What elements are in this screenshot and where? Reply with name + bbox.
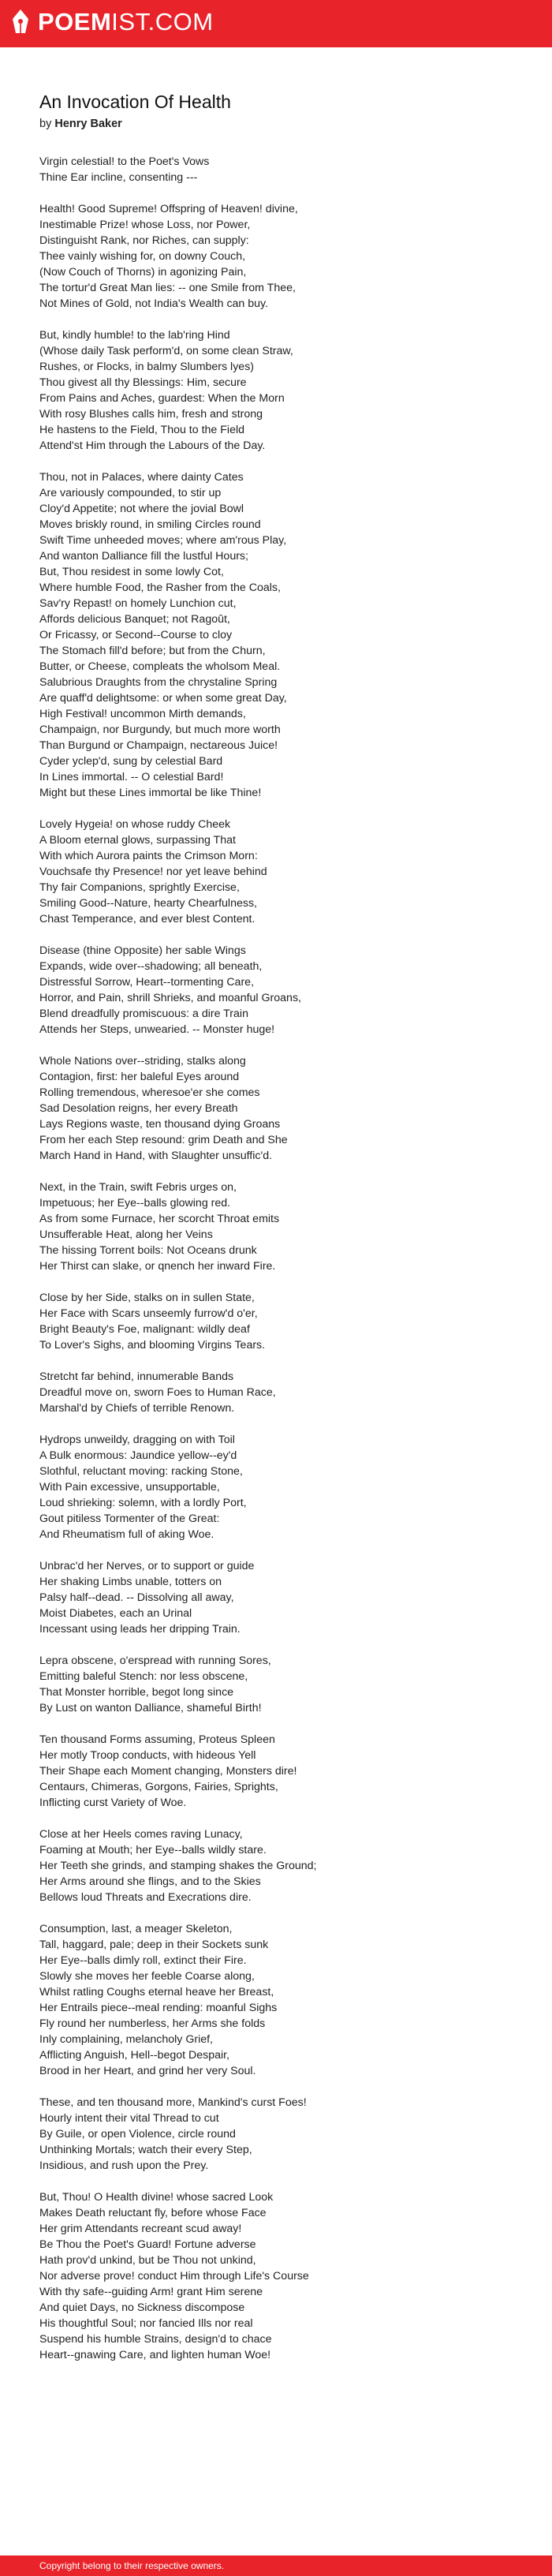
stanza bbox=[39, 201, 528, 312]
poem-line: Chast Temperance, and ever blest Content. bbox=[39, 913, 255, 925]
poem-line: Suspend his humble Strains, design'd to chace bbox=[39, 2333, 272, 2346]
poem-line: Centaurs, Chimeras, Gorgons, Fairies, Sprights, bbox=[39, 1781, 278, 1793]
poem-line: Or Fricassy, or Second--Course to cloy bbox=[39, 629, 233, 641]
stanza bbox=[39, 154, 528, 185]
poem-line: A Bloom eternal glows, surpassing That bbox=[39, 834, 236, 847]
poem-line: Might but these Lines immortal be like Thine! bbox=[39, 787, 262, 799]
poem-line: Whilst ratling Coughs eternal heave her Breast, bbox=[39, 1986, 274, 1998]
poem-line: He hastens to the Field, Thou to the Field bbox=[39, 424, 244, 436]
stanza bbox=[39, 1180, 528, 1274]
poem-line: Be Thou the Poet's Guard! Fortune adverse bbox=[39, 2238, 256, 2251]
poem-line: And quiet Days, no Sickness discompose bbox=[39, 2301, 245, 2314]
poem-line: Slowly she moves her feeble Coarse along, bbox=[39, 1970, 255, 1983]
poem-line: Rolling tremendous, wheresoe'er she comes bbox=[39, 1086, 260, 1099]
poem-line: Moist Diabetes, each an Urinal bbox=[39, 1607, 192, 1620]
poem-line: Her Face with Scars unseemly furrow'd o'er, bbox=[39, 1307, 258, 1320]
poem-body bbox=[39, 154, 528, 2363]
poem-line: Dreadful move on, sworn Foes to Human Race, bbox=[39, 1386, 276, 1399]
poem-line: And wanton Dalliance fill the lustful Hours; bbox=[39, 550, 248, 563]
stanza bbox=[39, 817, 528, 927]
poem-line: Emitting baleful Stench: nor less obscene, bbox=[39, 1670, 248, 1683]
stanza bbox=[39, 2189, 528, 2363]
poem-line: Inestimable Prize! whose Loss, nor Power, bbox=[39, 219, 251, 231]
poem-line: But, Thou! O Health divine! whose sacred Look bbox=[39, 2191, 274, 2204]
stanza bbox=[39, 1053, 528, 1164]
poem-line: Her Eye--balls dimly roll, extinct their Fire. bbox=[39, 1954, 247, 1967]
poem-line: Champaign, nor Burgundy, but much more worth bbox=[39, 723, 281, 736]
poem-line: Hourly intent their vital Thread to cut bbox=[39, 2112, 219, 2125]
poem-line: Their Shape each Moment changing, Monsters dire! bbox=[39, 1765, 297, 1778]
poem-container bbox=[39, 90, 528, 2379]
poem-line: And Rheumatism full of aking Woe. bbox=[39, 1528, 214, 1541]
poem-line: The hissing Torrent boils: Not Oceans drunk bbox=[39, 1244, 257, 1257]
poem-line: Ten thousand Forms assuming, Proteus Spleen bbox=[39, 1733, 275, 1746]
logo-text bbox=[38, 8, 214, 36]
poem-line: Unbrac'd her Nerves, or to support or guide bbox=[39, 1560, 255, 1572]
stanza bbox=[39, 2095, 528, 2174]
poem-line: Inflicting curst Variety of Woe. bbox=[39, 1796, 187, 1809]
stanza bbox=[39, 1921, 528, 2079]
poem-line: Horror, and Pain, shrill Shrieks, and moanful Groans, bbox=[39, 992, 301, 1004]
poem-line: Sav'ry Repast! on homely Lunchion cut, bbox=[39, 597, 237, 610]
poem-line: Tall, haggard, pale; deep in their Sockets sunk bbox=[39, 1939, 269, 1951]
poem-line: Than Burgund or Champaign, nectareous Juice! bbox=[39, 739, 278, 752]
poem-line: Hath prov'd unkind, but be Thou not unkind, bbox=[39, 2254, 256, 2267]
site-footer bbox=[0, 2555, 552, 2576]
poem-line: Palsy half--dead. -- Dissolving all away, bbox=[39, 1591, 234, 1604]
poem-line: To Lover's Sighs, and blooming Virgins Tears. bbox=[39, 1339, 266, 1352]
poem-line: Attends her Steps, unwearied. -- Monster huge! bbox=[39, 1023, 275, 1036]
poem-line: Her grim Attendants recreant scud away! bbox=[39, 2223, 242, 2235]
poem-line: Disease (thine Opposite) her sable Wings bbox=[39, 944, 246, 957]
poem-line: Thy fair Companions, sprightly Exercise, bbox=[39, 881, 240, 894]
poem-line: The Stomach fill'd before; but from the Churn, bbox=[39, 645, 266, 657]
poem-line: Thou givest all thy Blessings: Him, secure bbox=[39, 376, 247, 389]
poem-line: These, and ten thousand more, Mankind's curst Foes! bbox=[39, 2096, 307, 2109]
poem-line: Marshal'd by Chiefs of terrible Renown. bbox=[39, 1402, 235, 1415]
poem-line: Distinguisht Rank, nor Riches, can supply: bbox=[39, 234, 249, 247]
stanza bbox=[39, 469, 528, 801]
poem-line: Cloy'd Appetite; not where the jovial Bowl bbox=[39, 503, 244, 515]
poem-line: Rushes, or Flocks, in balmy Slumbers lyes) bbox=[39, 361, 255, 373]
poem-line: By Guile, or open Violence, circle round bbox=[39, 2128, 236, 2140]
poem-line: Makes Death reluctant fly, before whose Face bbox=[39, 2207, 267, 2219]
poem-line: Close at her Heels comes raving Lunacy, bbox=[39, 1828, 243, 1841]
poem-line: Incessant using leads her dripping Train. bbox=[39, 1623, 241, 1636]
poem-line: Heart--gnawing Care, and lighten human Woe! bbox=[39, 2349, 271, 2361]
poem-line: His thoughtful Soul; nor fancied Ills nor real bbox=[39, 2317, 253, 2330]
poem-line: Her Entrails piece--meal rending: moanful Sighs bbox=[39, 2002, 278, 2014]
poem-line: Thee vainly wishing for, on downy Couch, bbox=[39, 250, 246, 263]
poem-line: Her Thirst can slake, or qnench her inward Fire. bbox=[39, 1260, 276, 1273]
author-link[interactable]: Henry Baker bbox=[54, 118, 122, 130]
logo-text-light: IST.COM bbox=[111, 8, 214, 36]
stanza bbox=[39, 1653, 528, 1716]
poem-line: Close by her Side, stalks on in sullen State, bbox=[39, 1292, 255, 1304]
poem-line: Thine Ear incline, consenting --- bbox=[39, 171, 198, 184]
poem-line: Her shaking Limbs unable, totters on bbox=[39, 1576, 222, 1588]
poem-line: Afflicting Anguish, Hell--begot Despair, bbox=[39, 2049, 230, 2062]
poem-title: An Invocation Of Health bbox=[39, 92, 231, 112]
poem-line: Gout pitiless Tormenter of the Great: bbox=[39, 1512, 220, 1525]
poem-line: Blend dreadfully promiscuous: a dire Train bbox=[39, 1008, 248, 1020]
poem-line: Thou, not in Palaces, where dainty Cates bbox=[39, 471, 244, 484]
poem-line: Stretcht far behind, innumerable Bands bbox=[39, 1370, 234, 1383]
poem-line: Her Teeth she grinds, and stamping shakes the Ground; bbox=[39, 1860, 317, 1872]
poem-line: Lovely Hygeia! on whose ruddy Cheek bbox=[39, 818, 231, 831]
poem-line: Smiling Good--Nature, hearty Chearfulness, bbox=[39, 897, 257, 910]
poem-line: Slothful, reluctant moving: racking Stone, bbox=[39, 1465, 243, 1478]
poem-line: The tortur'd Great Man lies: -- one Smile from Thee, bbox=[39, 282, 296, 294]
poem-line: A Bulk enormous: Jaundice yellow--ey'd bbox=[39, 1449, 237, 1462]
byline bbox=[39, 115, 528, 133]
poem-line: With rosy Blushes calls him, fresh and strong bbox=[39, 408, 263, 421]
poem-line: Salubrious Draughts from the chrystaline Spring bbox=[39, 676, 278, 689]
poem-line: Butter, or Cheese, compleats the wholsom Meal. bbox=[39, 660, 281, 673]
stanza bbox=[39, 327, 528, 454]
poem-line: Health! Good Supreme! Offspring of Heaven! divine, bbox=[39, 203, 298, 215]
poem-line: Expands, wide over--shadowing; all beneath, bbox=[39, 960, 263, 973]
poem-line: Insidious, and rush upon the Prey. bbox=[39, 2159, 209, 2172]
poem-line: But, Thou residest in some lowly Cot, bbox=[39, 566, 224, 578]
poem-line: Sad Desolation reigns, her every Breath bbox=[39, 1102, 238, 1115]
poem-line: Consumption, last, a meager Skeleton, bbox=[39, 1923, 233, 1935]
poem-line: Hydrops unweildy, dragging on with Toil bbox=[39, 1434, 235, 1446]
poem-line: March Hand in Hand, with Slaughter unsuffic'd. bbox=[39, 1150, 273, 1162]
poem-line: Moves briskly round, in smiling Circles round bbox=[39, 518, 261, 531]
stanza bbox=[39, 1558, 528, 1637]
stanza bbox=[39, 1432, 528, 1542]
poem-line: Whole Nations over--striding, stalks along bbox=[39, 1055, 246, 1067]
poem-line: Nor adverse prove! conduct Him through Life's Course bbox=[39, 2270, 309, 2283]
poem-line: From Pains and Aches, guardest: When the Morn bbox=[39, 392, 285, 405]
poem-line: Next, in the Train, swift Febris urges on, bbox=[39, 1181, 237, 1194]
poem-line: By Lust on wanton Dalliance, shameful Birth! bbox=[39, 1702, 262, 1714]
poem-line: Distressful Sorrow, Heart--tormenting Care, bbox=[39, 976, 255, 989]
poem-line: Impetuous; her Eye--balls glowing red. bbox=[39, 1197, 231, 1209]
poem-line: But, kindly humble! to the lab'ring Hind bbox=[39, 329, 230, 342]
poem-line: (Whose daily Task perform'd, on some clean Straw, bbox=[39, 345, 293, 357]
poem-line: Lepra obscene, o'erspread with running Sores, bbox=[39, 1654, 271, 1667]
poem-line: Attend'st Him through the Labours of the Day. bbox=[39, 439, 266, 452]
poem-line: Inly complaining, melancholy Grief, bbox=[39, 2033, 214, 2046]
poem-line: With which Aurora paints the Crimson Morn: bbox=[39, 850, 258, 862]
stanza bbox=[39, 1290, 528, 1353]
poem-line: Loud shrieking: solemn, with a lordly Port, bbox=[39, 1497, 247, 1509]
poem-line: Affords delicious Banquet; not Ragoût, bbox=[39, 613, 230, 626]
stanza bbox=[39, 1732, 528, 1811]
poem-line: Bellows loud Threats and Execrations dire. bbox=[39, 1891, 252, 1904]
poem-line: As from some Furnace, her scorcht Throat emits bbox=[39, 1213, 280, 1225]
poem-line: Swift Time unheeded moves; where am'rous Play, bbox=[39, 534, 287, 547]
stanza bbox=[39, 943, 528, 1038]
pen-nib-icon bbox=[11, 8, 30, 36]
poem-line: Foaming at Mouth; her Eye--balls wildly stare. bbox=[39, 1844, 267, 1856]
stanza bbox=[39, 1826, 528, 1905]
stanza bbox=[39, 1369, 528, 1416]
poem-line: Fly round her numberless, her Arms she folds bbox=[39, 2017, 266, 2030]
poem-line: With Pain excessive, unsupportable, bbox=[39, 1481, 220, 1494]
poem-line: Are quaff'd delightsome: or when some great Day, bbox=[39, 692, 287, 705]
poem-line: Lays Regions waste, ten thousand dying Groans bbox=[39, 1118, 281, 1131]
poem-line: That Monster horrible, begot long since bbox=[39, 1686, 234, 1699]
poem-line: Virgin celestial! to the Poet's Vows bbox=[39, 155, 210, 168]
poem-line: From her each Step resound: grim Death and She bbox=[39, 1134, 288, 1146]
poem-line: With thy safe--guiding Arm! grant Him serene bbox=[39, 2286, 263, 2298]
poem-line: Vouchsafe thy Presence! nor yet leave behind bbox=[39, 866, 267, 878]
poem-line: High Festival! uncommon Mirth demands, bbox=[39, 708, 246, 720]
poem-line: Where humble Food, the Rasher from the Coals, bbox=[39, 581, 281, 594]
poem-line: Unthinking Mortals; watch their every Step, bbox=[39, 2144, 252, 2156]
poem-line: Not Mines of Gold, not India's Wealth can buy. bbox=[39, 297, 269, 310]
byline-label: by bbox=[39, 118, 52, 130]
poem-line: (Now Couch of Thorns) in agonizing Pain, bbox=[39, 266, 247, 279]
copyright-text: Copyright belong to their respective owners. bbox=[39, 2560, 225, 2571]
site-header bbox=[0, 0, 552, 47]
poem-line: Cyder yclep'd, sung by celestial Bard bbox=[39, 755, 223, 768]
poem-line: Her Arms around she flings, and to the Skies bbox=[39, 1875, 261, 1888]
poem-line: Unsufferable Heat, along her Veins bbox=[39, 1228, 213, 1241]
poem-line: Brood in her Heart, and grind her very Soul. bbox=[39, 2065, 256, 2077]
poem-line: Contagion, first: her baleful Eyes around bbox=[39, 1071, 240, 1083]
poem-line: Are variously compounded, to stir up bbox=[39, 487, 222, 499]
poem-line: In Lines immortal. -- O celestial Bard! bbox=[39, 771, 224, 783]
poem-line: Bright Beauty's Foe, malignant: wildly deaf bbox=[39, 1323, 250, 1336]
logo-text-strong: POEM bbox=[38, 8, 112, 36]
site-logo[interactable] bbox=[11, 8, 214, 36]
poem-line: Her motly Troop conducts, with hideous Yell bbox=[39, 1749, 256, 1762]
